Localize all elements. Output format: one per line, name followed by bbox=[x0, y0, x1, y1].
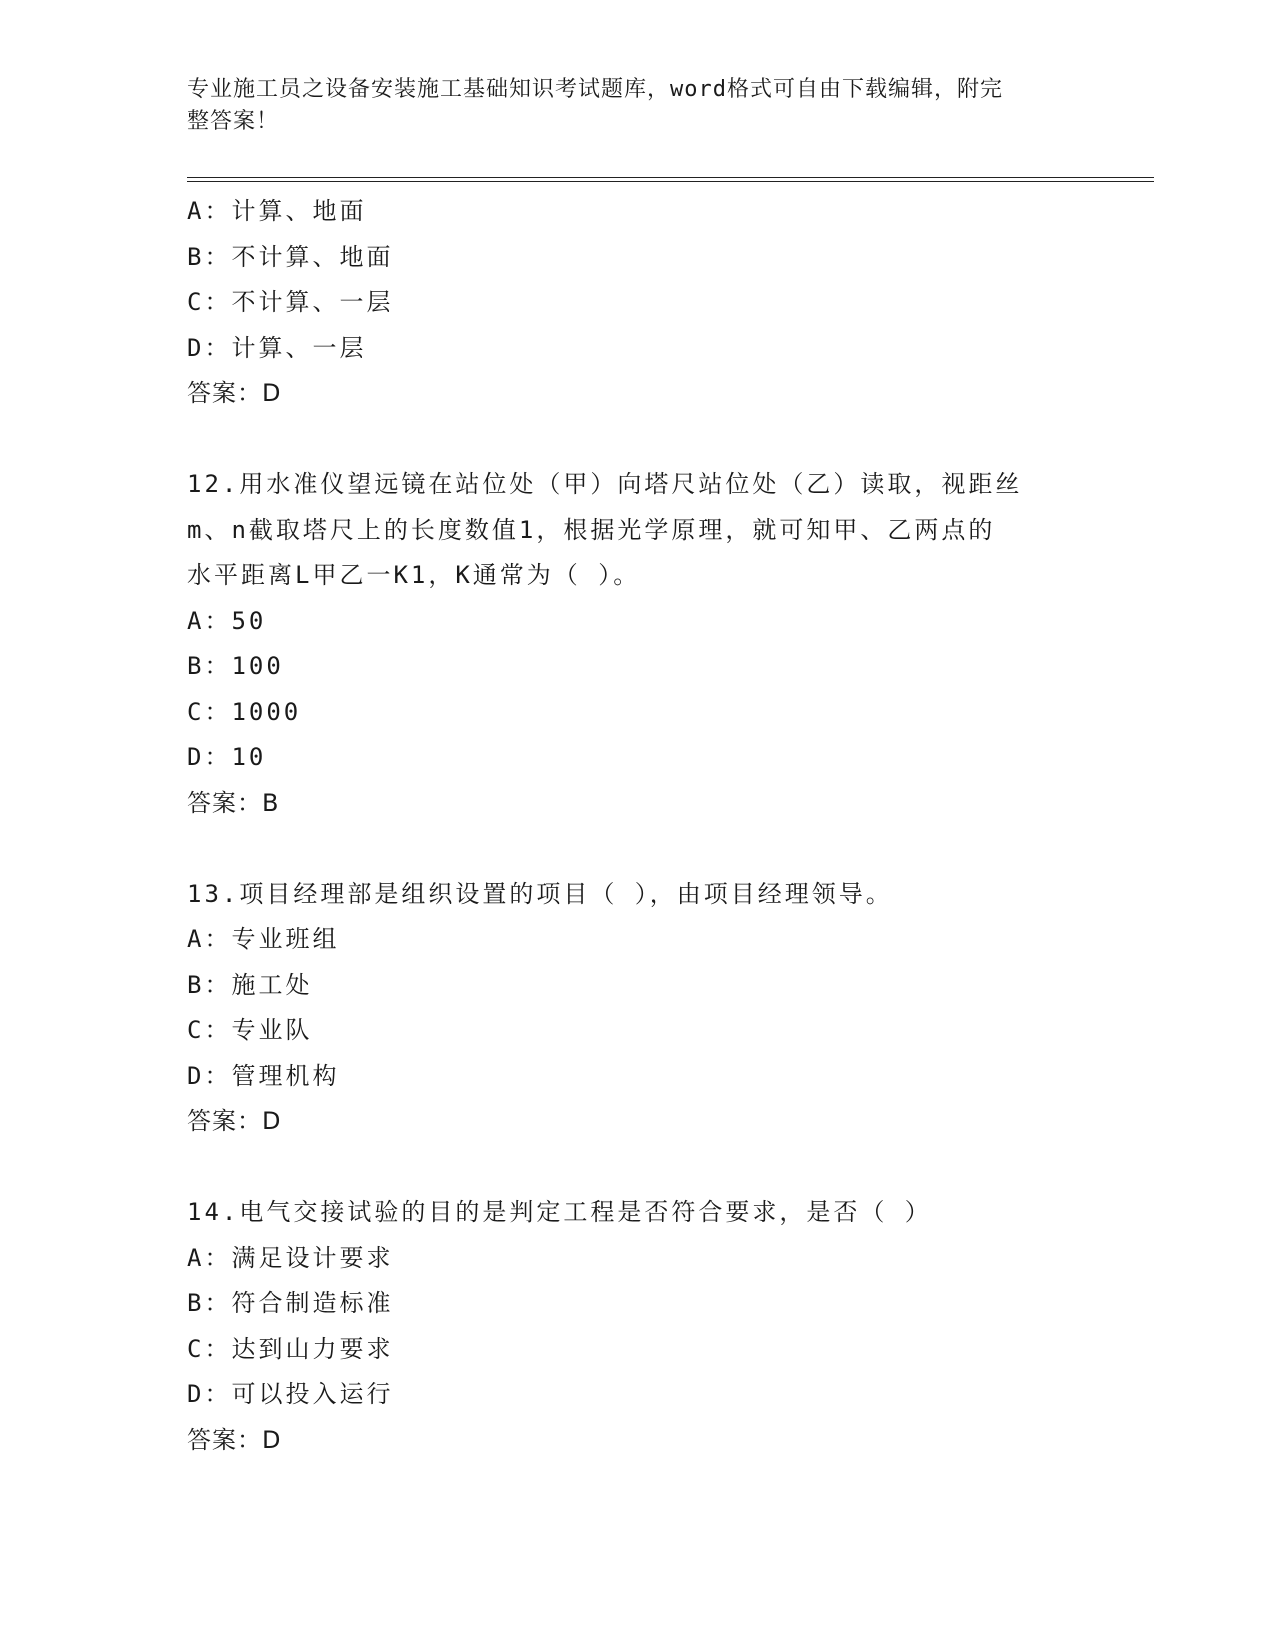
spacer bbox=[187, 826, 1087, 872]
header-double-rule bbox=[187, 177, 1154, 182]
option-a: A：计算、地面 bbox=[187, 197, 367, 225]
question-list bbox=[187, 189, 1087, 1463]
option-a: A：满足设计要求 bbox=[187, 1243, 394, 1272]
question-text-line-1: 12.用水准仪望远镜在站位处（甲）向塔尺站位处（乙）读取，视距丝 bbox=[187, 470, 1023, 498]
question-block-13 bbox=[187, 872, 1087, 1145]
answer-line: 答案：D bbox=[187, 379, 282, 407]
option-a: A：专业班组 bbox=[187, 925, 340, 953]
option-c: C：1000 bbox=[187, 697, 302, 726]
answer-line: 答案：D bbox=[187, 1107, 282, 1135]
option-b: B：100 bbox=[187, 652, 284, 680]
question-block-11 bbox=[187, 189, 1087, 417]
spacer bbox=[187, 417, 1087, 463]
option-a: A：50 bbox=[187, 606, 267, 635]
question-text bbox=[187, 872, 1087, 918]
option-b: B：符合制造标准 bbox=[187, 1289, 394, 1317]
question-block-14 bbox=[187, 1190, 1087, 1463]
document-header bbox=[187, 74, 1067, 138]
question-text-line-1: 14.电气交接试验的目的是判定工程是否符合要求，是否（ ） bbox=[187, 1198, 932, 1226]
spacer bbox=[187, 1145, 1087, 1191]
option-d: D：计算、一层 bbox=[187, 333, 367, 362]
option-b: B：不计算、地面 bbox=[187, 242, 394, 271]
option-c: C：达到山力要求 bbox=[187, 1334, 394, 1363]
question-block-12 bbox=[187, 462, 1087, 826]
option-c: C：不计算、一层 bbox=[187, 288, 394, 316]
option-c: C：专业队 bbox=[187, 1016, 313, 1044]
question-text bbox=[187, 1190, 1087, 1236]
question-text-line-1: 13.项目经理部是组织设置的项目（ ），由项目经理领导。 bbox=[187, 879, 893, 908]
question-text-line-3: 水平距离L甲乙一K1，K通常为（ ）。 bbox=[187, 561, 641, 589]
option-d: D：管理机构 bbox=[187, 1061, 340, 1090]
option-b: B：施工处 bbox=[187, 970, 313, 999]
header-title-line-1: 专业施工员之设备安装施工基础知识考试题库，word格式可自由下载编辑，附完 bbox=[187, 77, 1003, 102]
answer-line: 答案：B bbox=[187, 788, 280, 817]
question-text-line-2: m、n截取塔尺上的长度数值1，根据光学原理，就可知甲、乙两点的 bbox=[187, 515, 996, 544]
option-d: D：10 bbox=[187, 743, 267, 771]
answer-line: 答案：D bbox=[187, 1425, 282, 1454]
option-d: D：可以投入运行 bbox=[187, 1380, 394, 1408]
question-text bbox=[187, 462, 1087, 599]
header-title-line-2: 整答案！ bbox=[187, 109, 280, 134]
